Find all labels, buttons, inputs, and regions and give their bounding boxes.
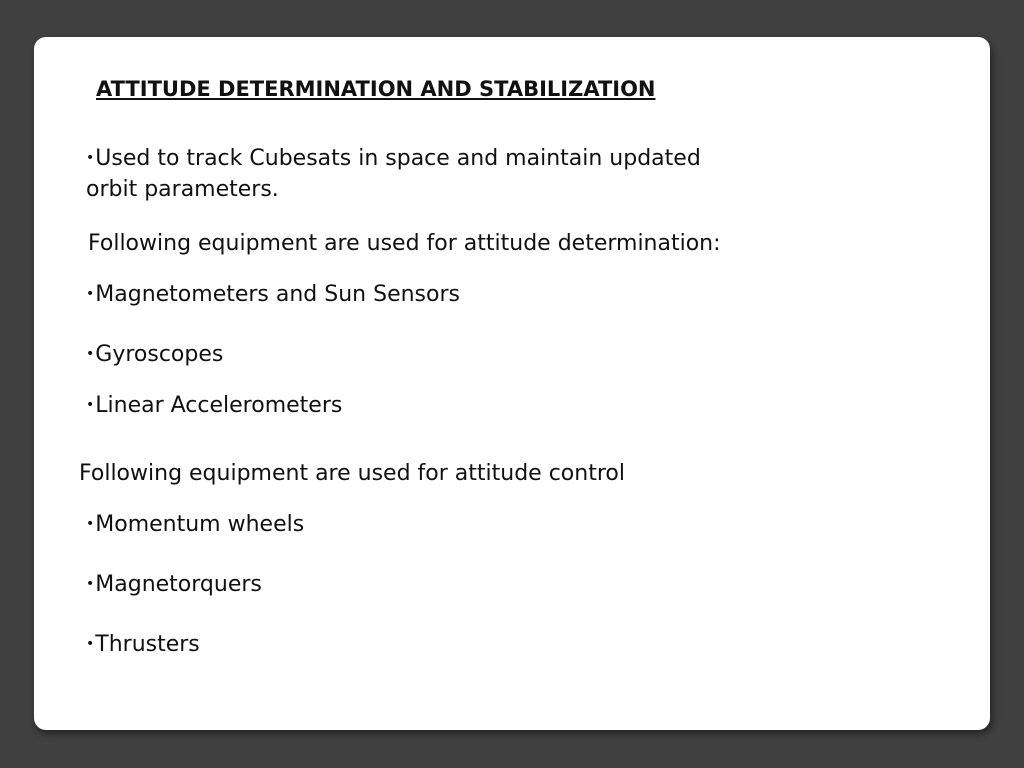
bullet-icon: •: [86, 346, 95, 362]
bullet-icon: •: [86, 397, 95, 413]
control-item-text: Magnetorquers: [95, 572, 262, 597]
control-item: [86, 569, 262, 600]
bullet-icon: •: [86, 516, 95, 532]
determination-item-text: Linear Accelerometers: [95, 393, 343, 418]
determination-heading: Following equipment are used for attitude determination:: [88, 231, 721, 256]
control-item-text: Momentum wheels: [95, 512, 305, 537]
bullet-icon: •: [86, 286, 95, 302]
bullet-icon: •: [86, 636, 95, 652]
slide-title: ATTITUDE DETERMINATION AND STABILIZATION: [96, 77, 656, 101]
intro-bullet-text: Used to track Cubesats in space and maintain updated orbit parameters.: [86, 146, 701, 202]
control-heading: Following equipment are used for attitude control: [79, 461, 625, 486]
control-item-text: Thrusters: [95, 632, 200, 657]
determination-item: [86, 390, 342, 421]
intro-bullet: [86, 143, 726, 205]
determination-item: [86, 279, 460, 310]
determination-item-text: Gyroscopes: [95, 342, 224, 367]
bullet-icon: •: [86, 150, 95, 166]
control-item: [86, 509, 304, 540]
determination-item: [86, 339, 223, 370]
bullet-icon: •: [86, 576, 95, 592]
slide-card: [34, 37, 990, 730]
control-item: [86, 629, 200, 660]
determination-item-text: Magnetometers and Sun Sensors: [95, 282, 460, 307]
